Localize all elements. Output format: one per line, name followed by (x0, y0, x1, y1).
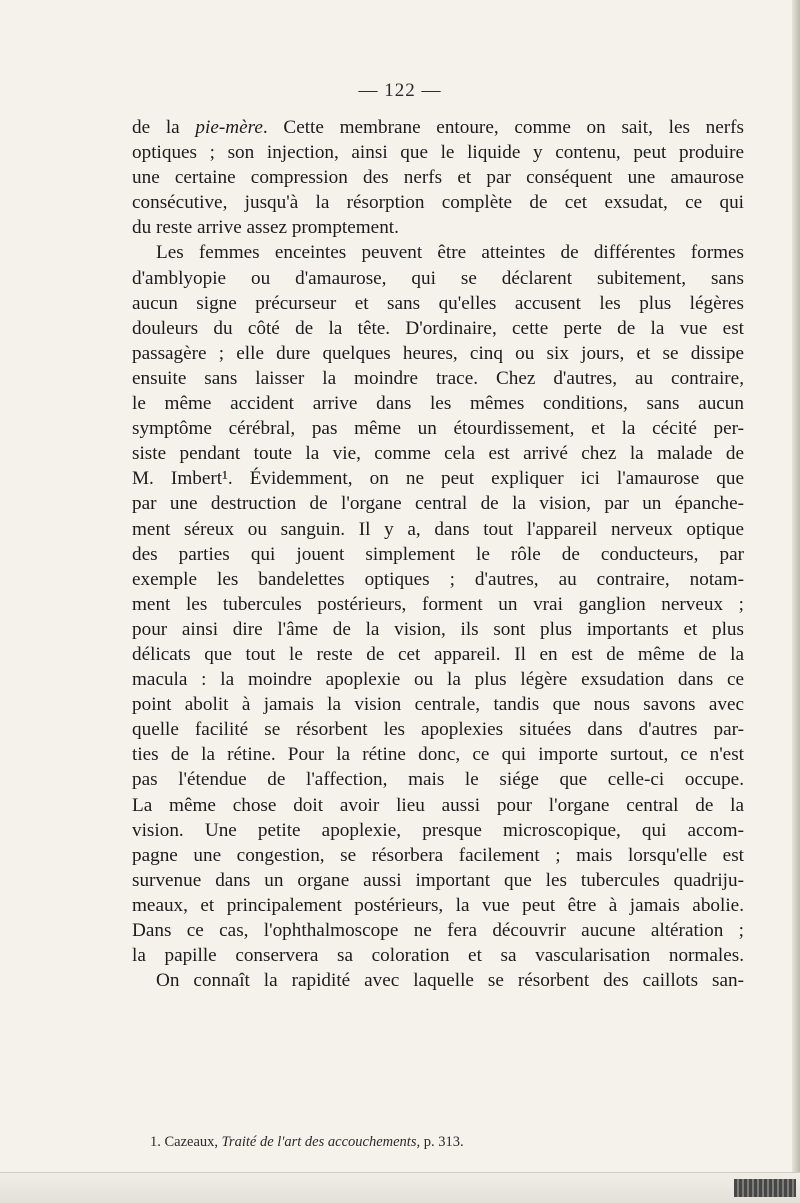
footnote-author: Cazeaux, (164, 1134, 219, 1150)
text-line: aucun signe précurseur et sans qu'elles accusent les plus légères (132, 292, 744, 314)
text-line: consécutive, jusqu'à la résorption complète de cet exsudat, ce qui (132, 192, 744, 214)
body-text (132, 115, 744, 993)
page-edge (792, 0, 800, 1203)
text-line: pas l'étendue de l'affection, mais le siége que celle-ci occupe. (132, 769, 744, 791)
text-line: la papille conservera sa coloration et sa vascularisation normales. (132, 945, 744, 967)
page-number: — 122 — (358, 80, 442, 101)
bottom-strip (0, 1172, 800, 1203)
text-line: pagne une congestion, se résorbera facilement ; mais lorsqu'elle est (132, 844, 744, 866)
text-line: On connaît la rapidité avec laquelle se résorbent des caillots san- (156, 970, 744, 992)
text-line: délicats que tout le reste de cet appareil. Il en est de même de la (132, 643, 744, 665)
text-line: ment les tubercules postérieurs, forment un vrai ganglion nerveux ; (132, 593, 744, 615)
text-line: point abolit à jamais la vision centrale, tandis que nous savons avec (132, 694, 744, 716)
text-line: pour ainsi dire l'âme de la vision, ils sont plus importants et plus (132, 618, 744, 640)
text-line: symptôme cérébral, pas même un étourdissement, et la cécité per- (132, 418, 744, 440)
text-line: le même accident arrive dans les mêmes conditions, sans aucun (132, 393, 744, 415)
text-line: siste pendant toute la vie, comme cela est arrivé chez la malade de (132, 443, 744, 465)
text-line: par une destruction de l'organe central de la vision, par un épanche- (132, 493, 744, 515)
text-line: des parties qui jouent simplement le rôle de conducteurs, par (132, 543, 744, 565)
text-line: Les femmes enceintes peuvent être atteintes de différentes formes (156, 242, 744, 264)
text-line: vision. Une petite apoplexie, presque microscopique, qui accom- (132, 819, 744, 841)
text-line: quelle facilité se résorbent les apoplexies situées dans d'autres par- (132, 719, 744, 741)
footnote-number: 1. (150, 1134, 161, 1150)
text-line: ment séreux ou sanguin. Il y a, dans tout l'appareil nerveux optique (132, 518, 744, 540)
text-line: meaux, et principalement postérieurs, la vue peut être à jamais abolie. (132, 894, 744, 916)
text-line: du reste arrive assez promptement. (132, 217, 399, 239)
text-line: exemple les bandelettes optiques ; d'autres, au contraire, notam- (132, 568, 744, 590)
text-line: une certaine compression des nerfs et par conséquent une amaurose (132, 167, 744, 189)
text-line: passagère ; elle dure quelques heures, cinq ou six jours, et se dissipe (132, 342, 744, 364)
text-line: Dans ce cas, l'ophthalmoscope ne fera découvrir aucune altération ; (132, 920, 744, 941)
text-line: survenue dans un organe aussi important que les tubercules quadriju- (132, 869, 744, 891)
footnote (150, 1134, 464, 1151)
text-line: macula : la moindre apoplexie ou la plus légère exsudation dans ce (132, 669, 744, 691)
text-line: ensuite sans laisser la moindre trace. Chez d'autres, au contraire, (132, 367, 744, 389)
text-line: La même chose doit avoir lieu aussi pour l'organe central de la (132, 794, 744, 816)
text-line: ties de la rétine. Pour la rétine donc, ce qui importe surtout, ce n'est (132, 744, 744, 766)
footnote-pages: p. 313. (423, 1134, 464, 1150)
footnote-title: Traité de l'art des accouchements, (221, 1134, 421, 1150)
text-line: de la pie-mère. Cette membrane entoure, comme on sait, les nerfs (132, 117, 744, 138)
text-line: optiques ; son injection, ainsi que le liquide y contenu, peut produire (132, 142, 744, 164)
text-line: d'amblyopie ou d'amaurose, qui se déclarent subitement, sans (132, 267, 744, 289)
binding-mark (734, 1179, 796, 1197)
text-line: M. Imbert¹. Évidemment, on ne peut expliquer ici l'amaurose que (132, 468, 744, 490)
text-line: douleurs du côté de la tête. D'ordinaire, cette perte de la vue est (132, 317, 744, 339)
emphasis-term: pie-mère (195, 117, 263, 138)
